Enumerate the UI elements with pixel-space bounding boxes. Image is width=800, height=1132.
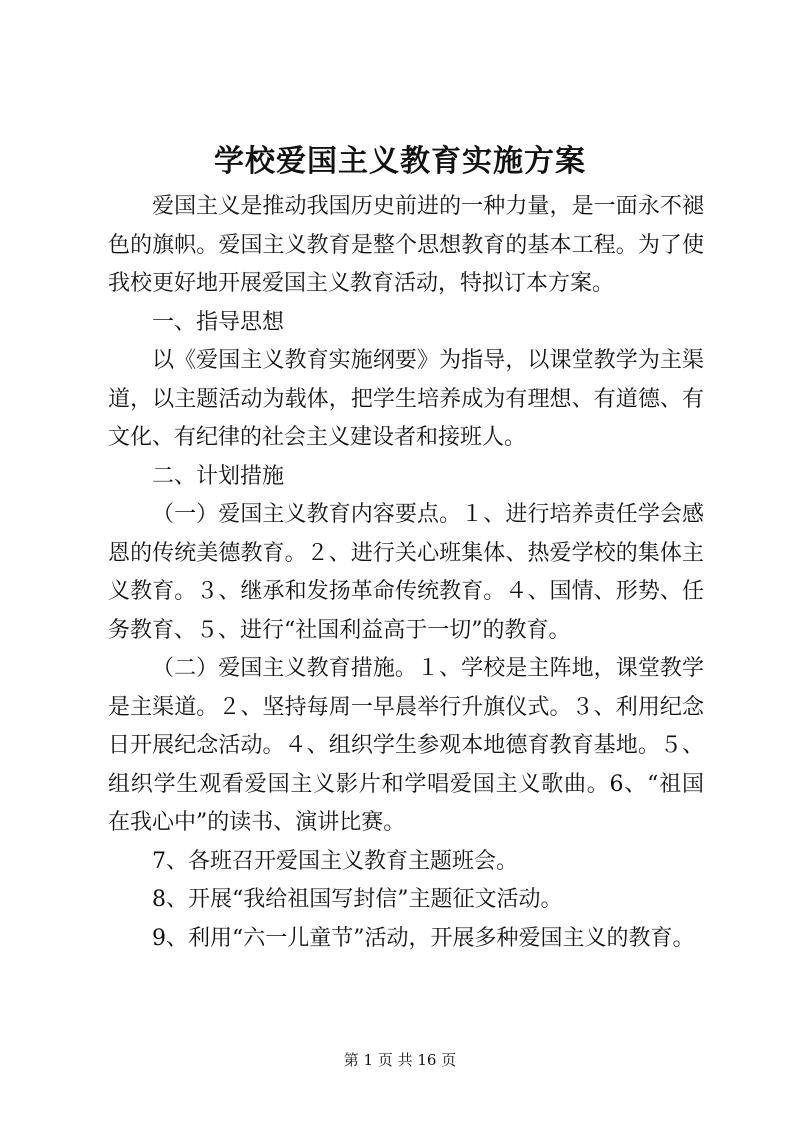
document-body [108,188,704,958]
section-heading-plan-measures: 二、计划措施 [152,463,285,489]
document-title: 学校爱国主义教育实施方案 [214,144,586,179]
page-number: 第 1 页 共 16 页 [343,1051,457,1069]
measure-item-7: 7、各班召开爱国主义教育主题班会。 [152,848,518,874]
measure-item-9: 9、利用“六一儿童节”活动，开展多种爱国主义的教育。 [152,925,695,951]
content-points-paragraph: （一）爱国主义教育内容要点。１、进行培养责任学会感恩的传统美德教育。２、进行关心班集体、热爱学校的集体主义教育。３、继承和发扬革命传统教育。４、国情、形势、任务教育、５、进行“社国利益高于一切”的教育。 [108,502,704,643]
education-measures-paragraph: （二）爱国主义教育措施。１、学校是主阵地，课堂教学是主渠道。２、坚持每周一早晨举行升旗仪式。３、利用纪念日开展纪念活动。４、组织学生参观本地德育教育基地。５、组织学生观看爱国主义影片和学唱爱国主义歌曲。6、“祖国在我心中”的读书、演讲比赛。 [108,656,704,835]
guiding-ideology-paragraph: 以《爱国主义教育实施纲要》为指导，以课堂教学为主渠道，以主题活动为载体，把学生培养成为有理想、有道德、有文化、有纪律的社会主义建设者和接班人。 [108,348,704,450]
measure-item-8: 8、开展“我给祖国写封信”主题征文活动。 [152,887,563,912]
intro-paragraph: 爱国主义是推动我国历史前进的一种力量，是一面永不褪色的旗帜。爱国主义教育是整个思想教育的基本工程。为了使我校更好地开展爱国主义教育活动，特拟订本方案。 [108,194,704,296]
section-heading-guiding-ideology: 一、指导思想 [152,309,285,335]
